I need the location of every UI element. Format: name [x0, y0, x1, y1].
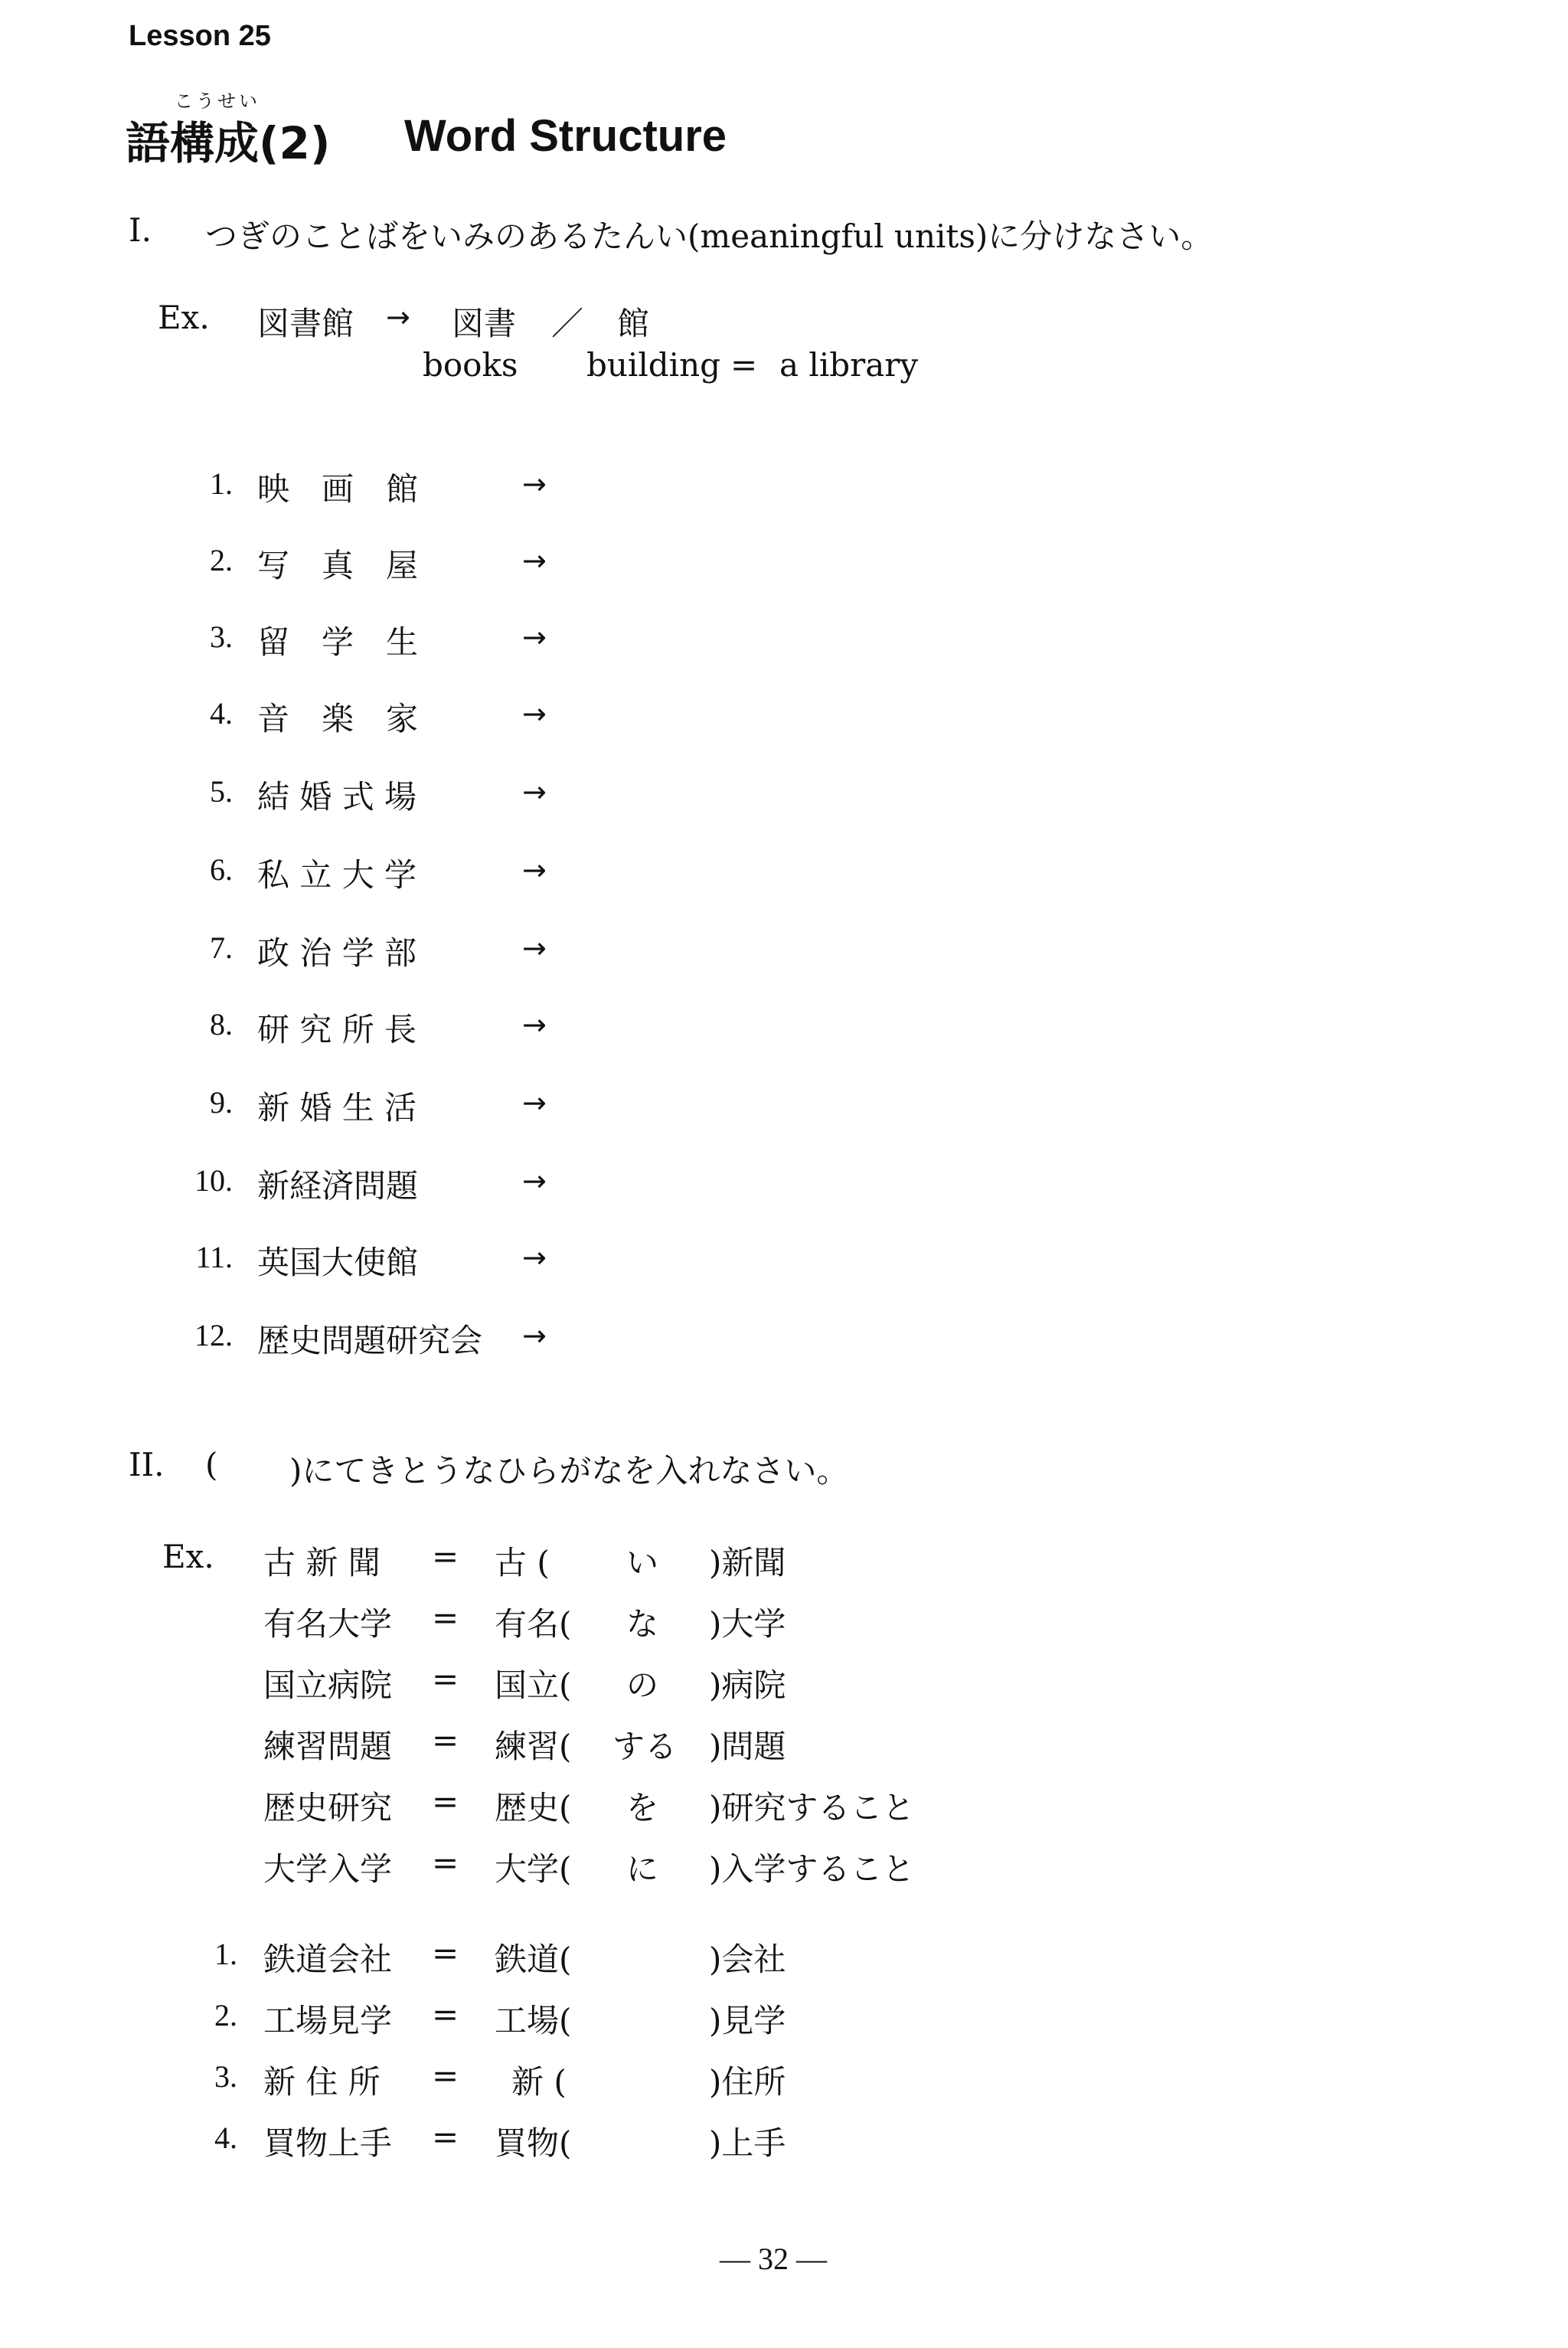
- section-2-open-paren: (: [205, 1446, 218, 1483]
- list-item-word: 研 究 所 長: [257, 1011, 417, 1048]
- arrow-icon: →: [522, 775, 547, 809]
- page-number: — 32 —: [720, 2242, 827, 2276]
- arrow-icon: →: [522, 620, 547, 654]
- arrow-icon: →: [522, 467, 547, 501]
- list-item-equals: =: [432, 2118, 459, 2156]
- section-1-instruction: つぎのことばをいみのあるたんい(meaningful units)に分けなさい。: [205, 217, 1214, 255]
- list-item-equals: =: [432, 1934, 459, 1972]
- example-equals: =: [432, 1538, 459, 1575]
- example-meaning: a library: [779, 346, 919, 384]
- example-right: )病院: [709, 1666, 786, 1704]
- list-item-word: 工場見学: [263, 2002, 393, 2039]
- list-item-number: 5.: [210, 774, 233, 809]
- example-left: 大学(: [495, 1850, 572, 1888]
- arrow-icon: →: [522, 697, 547, 731]
- list-item-word: 写 真 屋: [257, 547, 419, 584]
- example-fill: する: [612, 1728, 678, 1765]
- arrow-icon: →: [522, 1164, 547, 1198]
- list-item-number: 12.: [194, 1318, 233, 1352]
- example-left: 国立(: [495, 1666, 572, 1704]
- list-item-number: 6.: [210, 852, 233, 887]
- example-label: Ex.: [158, 299, 210, 336]
- list-item-word: 新 住 所: [263, 2063, 381, 2101]
- example-equals: =: [432, 1722, 459, 1759]
- list-item-number: 2.: [214, 1998, 237, 2032]
- section-2-label: II.: [129, 1446, 165, 1483]
- example-fill: に: [626, 1850, 659, 1888]
- example-word: 古 新 聞: [263, 1544, 381, 1581]
- example-right: )入学すること: [709, 1850, 915, 1888]
- list-item-number: 4.: [214, 2121, 237, 2155]
- arrow-icon: →: [522, 931, 547, 965]
- example-right: )研究すること: [709, 1789, 915, 1826]
- list-item-right: )見学: [709, 2002, 786, 2039]
- list-item-word: 映 画 館: [257, 470, 419, 508]
- list-item-word: 買物上手: [263, 2124, 393, 2162]
- example-equals: =: [432, 1599, 459, 1637]
- example-right: )大学: [709, 1605, 786, 1643]
- list-item-word: 音 楽 家: [257, 700, 419, 737]
- list-item-number: 8.: [210, 1007, 233, 1042]
- list-item-left: 買物(: [495, 2124, 572, 2162]
- example-part-2: 館: [617, 305, 650, 342]
- arrow-icon: →: [522, 1241, 547, 1274]
- list-item-left: 新 (: [511, 2063, 567, 2101]
- list-item-word: 結 婚 式 場: [257, 778, 417, 816]
- example-gloss-2: building: [586, 346, 721, 384]
- example-word: 図書館: [257, 305, 354, 342]
- arrow-icon: →: [522, 1008, 547, 1042]
- example-equals: =: [730, 346, 758, 384]
- list-item-number: 11.: [195, 1240, 233, 1274]
- list-item-right: )上手: [709, 2124, 786, 2162]
- list-item-equals: =: [432, 1996, 459, 2033]
- lesson-label: Lesson 25: [129, 20, 271, 52]
- example-slash: ／: [551, 305, 584, 342]
- arrow-icon: →: [522, 1319, 547, 1352]
- example-word: 国立病院: [263, 1666, 393, 1704]
- list-item-word: 英国大使館: [257, 1244, 419, 1281]
- list-item-word: 新経済問題: [257, 1167, 419, 1205]
- example-gloss-1: books: [423, 346, 518, 384]
- list-item-word: 私 立 大 学: [257, 856, 417, 894]
- list-item-left: 鉄道(: [495, 1941, 572, 1978]
- list-item-number: 3.: [214, 2059, 237, 2094]
- arrow-icon: →: [522, 853, 547, 887]
- list-item-number: 9.: [210, 1085, 233, 1120]
- example-equals: =: [432, 1783, 459, 1820]
- list-item-left: 工場(: [495, 2002, 572, 2039]
- page-title-japanese: 語構成(2): [126, 117, 331, 169]
- example-word: 歴史研究: [263, 1789, 393, 1826]
- example-part-1: 図書: [452, 305, 517, 342]
- example-word: 練習問題: [263, 1728, 393, 1765]
- section-1-label: I.: [129, 211, 152, 249]
- list-item-word: 鉄道会社: [263, 1941, 393, 1978]
- example-equals: =: [432, 1844, 459, 1882]
- example-equals: =: [432, 1660, 459, 1698]
- arrow-icon: →: [522, 1086, 547, 1120]
- list-item-word: 留 学 生: [257, 623, 419, 661]
- list-item-right: )会社: [709, 1941, 786, 1978]
- example-left: 歴史(: [495, 1789, 572, 1826]
- list-item-equals: =: [432, 2057, 459, 2095]
- list-item-word: 政 治 学 部: [257, 934, 417, 972]
- list-item-number: 10.: [194, 1163, 233, 1198]
- list-item-number: 2.: [210, 543, 233, 577]
- example-word: 有名大学: [263, 1605, 393, 1643]
- section-2-instruction: )にてきとうなひらがなを入れなさい。: [289, 1452, 849, 1490]
- example-fill: な: [626, 1605, 659, 1643]
- list-item-word: 歴史問題研究会: [257, 1322, 483, 1359]
- title-ruby: こうせい: [175, 90, 260, 112]
- arrow-icon: →: [386, 300, 410, 334]
- example-fill: い: [626, 1544, 659, 1581]
- example-left: 古 (: [495, 1544, 550, 1581]
- example-word: 大学入学: [263, 1850, 393, 1888]
- example-left: 有名(: [495, 1605, 572, 1643]
- list-item-number: 7.: [210, 930, 233, 965]
- list-item-number: 4.: [210, 696, 233, 731]
- list-item-word: 新 婚 生 活: [257, 1089, 417, 1127]
- list-item-right: )住所: [709, 2063, 786, 2101]
- list-item-number: 3.: [210, 620, 233, 654]
- page-title-english: Word Structure: [404, 111, 727, 161]
- list-item-number: 1.: [210, 466, 233, 501]
- arrow-icon: →: [522, 544, 547, 577]
- example-fill: を: [626, 1789, 659, 1826]
- example-right: )新聞: [709, 1544, 786, 1581]
- example-right: )問題: [709, 1728, 786, 1765]
- list-item-number: 1.: [214, 1937, 237, 1971]
- example-left: 練習(: [495, 1728, 572, 1765]
- example-fill: の: [626, 1666, 659, 1704]
- example-label: Ex.: [162, 1538, 214, 1575]
